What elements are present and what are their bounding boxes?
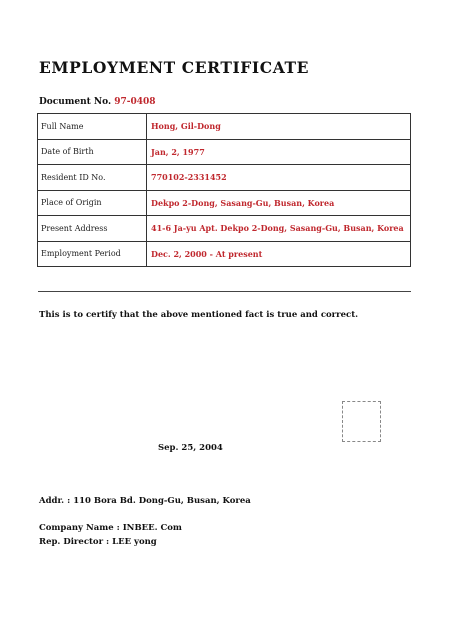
row-label-date-of-birth: Date of Birth <box>38 139 147 165</box>
company-address: Addr. : 110 Bora Bd. Dong-Gu, Busan, Korea <box>39 496 251 506</box>
representative-director: Rep. Director : LEE yong <box>39 537 157 547</box>
row-value-resident-id: 770102-2331452 <box>147 165 411 191</box>
row-value-date-of-birth: Jan, 2, 1977 <box>147 139 411 165</box>
table-row <box>38 114 411 140</box>
row-label-resident-id: Resident ID No. <box>38 165 147 191</box>
row-label-place-of-origin: Place of Origin <box>38 190 147 216</box>
employee-info-table <box>37 113 411 267</box>
row-label-full-name: Full Name <box>38 114 147 140</box>
company-name: Company Name : INBEE. Com <box>39 523 182 533</box>
row-label-employment-period: Employment Period <box>38 241 147 267</box>
seal-placeholder-box <box>342 401 381 442</box>
row-label-present-address: Present Address <box>38 216 147 242</box>
row-value-employment-period: Dec. 2, 2000 - At present <box>147 241 411 267</box>
document-number-label: Document No. <box>39 97 112 107</box>
table-row <box>38 165 411 191</box>
table-row <box>38 216 411 242</box>
document-number <box>39 97 156 107</box>
table-row <box>38 190 411 216</box>
document-number-value: 97-0408 <box>114 97 156 107</box>
row-value-present-address: 41-6 Ja-yu Apt. Dekpo 2-Dong, Sasang-Gu, Busan, Korea <box>147 216 411 242</box>
row-value-place-of-origin: Dekpo 2-Dong, Sasang-Gu, Busan, Korea <box>147 190 411 216</box>
certification-statement: This is to certify that the above mentioned fact is true and correct. <box>39 310 359 320</box>
issue-date: Sep. 25, 2004 <box>158 443 223 453</box>
row-value-full-name: Hong, Gil-Dong <box>147 114 411 140</box>
section-divider <box>38 291 411 292</box>
table-row <box>38 139 411 165</box>
table-row <box>38 241 411 267</box>
document-title: EMPLOYMENT CERTIFICATE <box>39 58 310 77</box>
